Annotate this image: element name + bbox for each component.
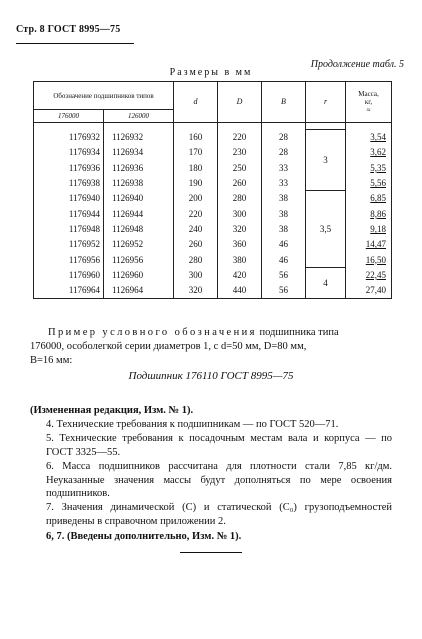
- paragraph-7: [30, 501, 392, 528]
- cell-d: 190: [174, 175, 218, 190]
- cell-D: 360: [218, 237, 262, 252]
- paragraph-6-7-text: 6, 7. (Введены дополнительно, Изм. № 1).: [46, 531, 242, 542]
- example-rest: подшипника типа: [256, 327, 339, 338]
- cell-D: 230: [218, 145, 262, 160]
- cell-176000: 1176956: [34, 252, 104, 267]
- cell-B: 38: [262, 191, 306, 206]
- cell-176000: 1176944: [34, 206, 104, 221]
- table-row: [34, 191, 392, 206]
- cell-d: 160: [174, 130, 218, 145]
- cell-mass: 22,45: [346, 267, 392, 282]
- cell-176000: 1176960: [34, 267, 104, 282]
- cell-126000: 1126956: [104, 252, 174, 267]
- cell-B: 28: [262, 130, 306, 145]
- cell-176000: 1176948: [34, 221, 104, 236]
- cell-176000: 1176940: [34, 191, 104, 206]
- cell-126000: 1126940: [104, 191, 174, 206]
- paragraph-6: [30, 460, 392, 501]
- paragraph-5: [30, 432, 392, 459]
- col-header-126000: 126000: [104, 110, 174, 123]
- col-header-176000: 176000: [34, 110, 104, 123]
- cell-mass: 5,56: [346, 175, 392, 190]
- mass-header-line3: ≈: [366, 106, 371, 114]
- cell-d: 170: [174, 145, 218, 160]
- cell-d: 320: [174, 282, 218, 298]
- cell-176000: 1176936: [34, 160, 104, 175]
- cell-d: 180: [174, 160, 218, 175]
- paragraph-4: [30, 418, 392, 432]
- col-header-B: B: [262, 82, 306, 123]
- col-header-mass: [346, 82, 392, 123]
- cell-B: 33: [262, 160, 306, 175]
- cell-r: 4: [306, 267, 346, 298]
- cell-mass: 3,62: [346, 145, 392, 160]
- cell-r: 3,5: [306, 191, 346, 267]
- cell-B: 46: [262, 237, 306, 252]
- paragraph-5-text: 5. Технические требования к посадочным местам вала и корпуса — по ГОСТ 3325—55.: [46, 433, 392, 458]
- page-header: Стр. 8 ГОСТ 8995—75: [16, 24, 121, 35]
- cell-126000: 1126934: [104, 145, 174, 160]
- cell-176000: 1176934: [34, 145, 104, 160]
- cell-176000: 1176964: [34, 282, 104, 298]
- table-units-title: Размеры в мм: [169, 67, 253, 78]
- cell-D: 280: [218, 191, 262, 206]
- cell-126000: 1126932: [104, 130, 174, 145]
- cell-mass: 9,18: [346, 221, 392, 236]
- cell-d: 240: [174, 221, 218, 236]
- cell-176000: 1176952: [34, 237, 104, 252]
- designation-group-header: Обозначение подшипников типов: [34, 82, 174, 110]
- cell-B: 28: [262, 145, 306, 160]
- cell-r: 3: [306, 130, 346, 191]
- cell-D: 260: [218, 175, 262, 190]
- cell-D: 250: [218, 160, 262, 175]
- mass-header-line2: кг,: [364, 98, 373, 106]
- table-row: [34, 267, 392, 282]
- paragraph-4-text: 4. Технические требования к подшипникам — по ГОСТ 520—71.: [46, 419, 339, 430]
- cell-126000: 1126936: [104, 160, 174, 175]
- col-header-d: d: [174, 82, 218, 123]
- cell-mass: 3,54: [346, 130, 392, 145]
- cell-176000: 1176938: [34, 175, 104, 190]
- cell-D: 320: [218, 221, 262, 236]
- col-header-D: D: [218, 82, 262, 123]
- cell-mass: 6,85: [346, 191, 392, 206]
- header-rule: [16, 43, 134, 44]
- designation-example-paragraph: [30, 326, 392, 368]
- cell-126000: 1126938: [104, 175, 174, 190]
- bearing-dimensions-table: [33, 81, 392, 299]
- cell-D: 380: [218, 252, 262, 267]
- cell-B: 38: [262, 221, 306, 236]
- mass-header-line1: Масса,: [358, 90, 379, 98]
- paragraph-7-text: 7. Значения динамической (С) и статической (С₀) грузоподъемностей приведены в справочном приложении 2.: [46, 502, 392, 527]
- cell-126000: 1126960: [104, 267, 174, 282]
- cell-D: 420: [218, 267, 262, 282]
- example-line2: 176000, особолегкой серии диаметров 1, с d=50 мм, D=80 мм,: [30, 341, 307, 352]
- amendment-text: (Измененная редакция, Изм. № 1).: [30, 405, 194, 416]
- amendment-note: [30, 404, 392, 418]
- cell-126000: 1126952: [104, 237, 174, 252]
- example-line3: B=16 мм:: [30, 355, 73, 366]
- cell-D: 300: [218, 206, 262, 221]
- designation-example: Подшипник 176110 ГОСТ 8995—75: [128, 370, 294, 382]
- cell-mass: 16,50: [346, 252, 392, 267]
- cell-d: 280: [174, 252, 218, 267]
- cell-d: 220: [174, 206, 218, 221]
- cell-B: 56: [262, 282, 306, 298]
- end-rule: [180, 552, 242, 553]
- cell-B: 33: [262, 175, 306, 190]
- cell-D: 220: [218, 130, 262, 145]
- cell-mass: 14,47: [346, 237, 392, 252]
- table-continuation-note: Продолжение табл. 5: [310, 59, 404, 70]
- cell-B: 38: [262, 206, 306, 221]
- example-lead: Пример условного обозначения: [48, 327, 257, 338]
- cell-D: 440: [218, 282, 262, 298]
- cell-d: 200: [174, 191, 218, 206]
- cell-d: 260: [174, 237, 218, 252]
- cell-B: 46: [262, 252, 306, 267]
- cell-d: 300: [174, 267, 218, 282]
- cell-126000: 1126944: [104, 206, 174, 221]
- col-header-r: r: [306, 82, 346, 123]
- cell-B: 56: [262, 267, 306, 282]
- cell-mass: 8,86: [346, 206, 392, 221]
- cell-126000: 1126948: [104, 221, 174, 236]
- cell-176000: 1176932: [34, 130, 104, 145]
- cell-mass: 27,40: [346, 282, 392, 298]
- paragraph-6-text: 6. Масса подшипников рассчитана для плотности стали 7,85 кг/дм. Неуказанные значения массы будут дополняться по мере освоения подшипников.: [46, 461, 392, 499]
- cell-126000: 1126964: [104, 282, 174, 298]
- table-row: [34, 130, 392, 145]
- paragraph-6-7-note: [30, 530, 392, 544]
- cell-mass: 5,35: [346, 160, 392, 175]
